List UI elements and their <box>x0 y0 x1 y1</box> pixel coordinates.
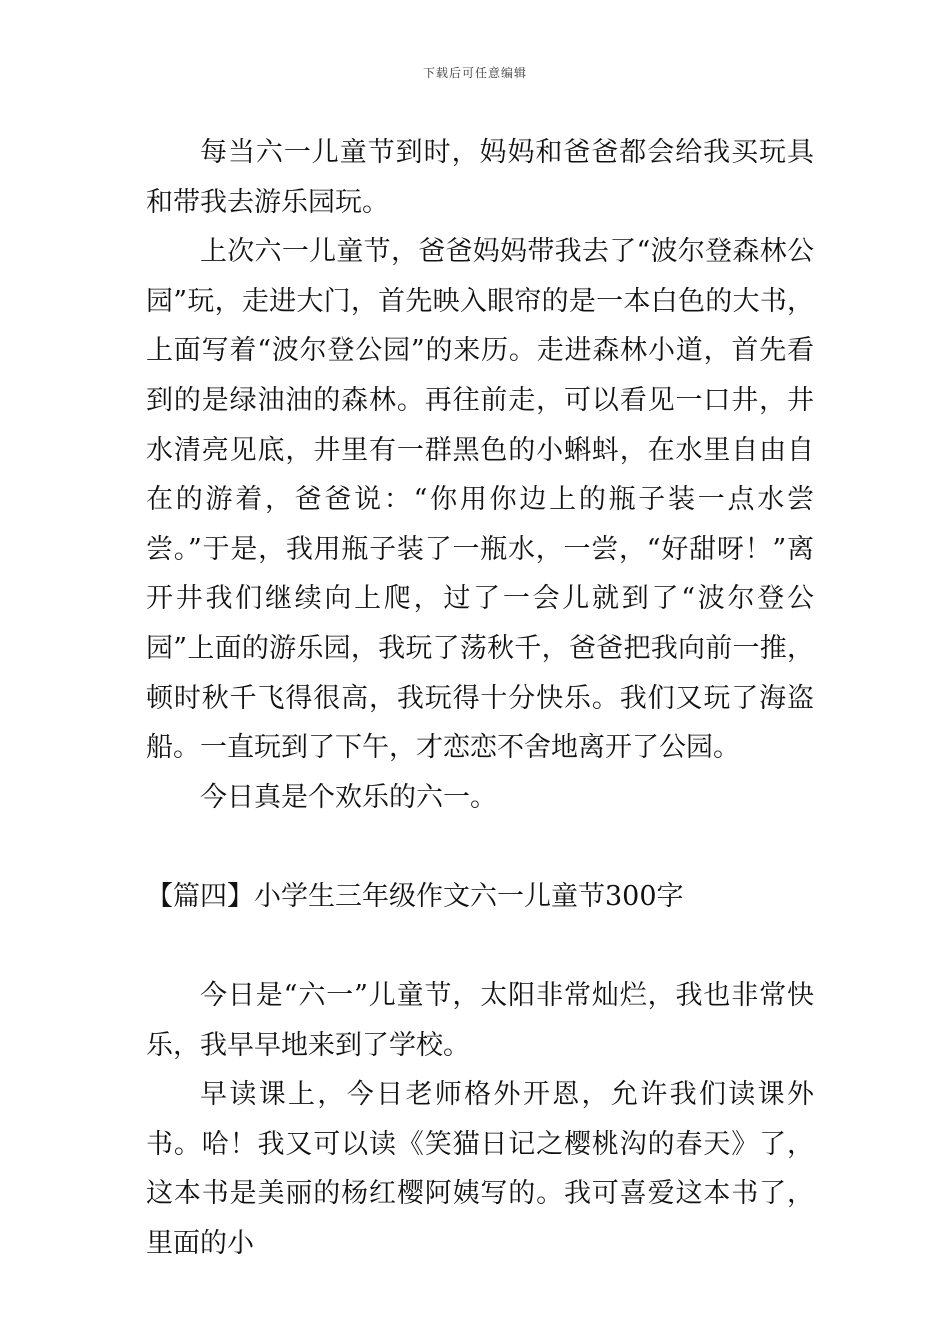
blank-line <box>146 922 814 972</box>
section-title: 【篇四】小学生三年级作文六一儿童节300字 <box>146 880 684 912</box>
paragraph: 今日真是个欢乐的六一。 <box>200 781 497 813</box>
paragraph: 今日是“六一”儿童节，太阳非常灿烂，我也非常快乐，我早早地来到了学校。 <box>146 980 814 1061</box>
paragraph: 早读课上，今日老师格外开恩，允许我们读课外书。哈！我又可以读《笑猫日记之樱桃沟的春天》了，这本书是美丽的杨红樱阿姨写的。我可喜爱这本书了，里面的小 <box>146 1079 814 1260</box>
blank-line <box>146 822 814 872</box>
paragraph: 上次六一儿童节，爸爸妈妈带我去了“波尔登森林公园”玩，走进大门，首先映入眼帘的是一本白色的大书，上面写着“波尔登公园”的来历。走进森林小道，首先看到的是绿油油的森林。再往前走，可以看见一口井，井水清亮见底，井里有一群黑色的小蝌蚪，在水里自由自在的游着，爸爸说：“你用你边上的瓶子装一点水尝尝。”于是，我用瓶子装了一瓶水，一尝，“好甜呀！”离开井我们继续向上爬，过了一会儿就到了“波尔登公园”上面的游乐园，我玩了荡秋千，爸爸把我向前一推，顿时秋千飞得很高，我玩得十分快乐。我们又玩了海盗船。一直玩到了下午，才恋恋不舍地离开了公园。 <box>146 236 814 764</box>
document-body <box>146 128 814 1269</box>
page-header: 下载后可任意编辑 <box>422 66 527 80</box>
paragraph: 每当六一儿童节到时，妈妈和爸爸都会给我买玩具和带我去游乐园玩。 <box>146 137 814 218</box>
